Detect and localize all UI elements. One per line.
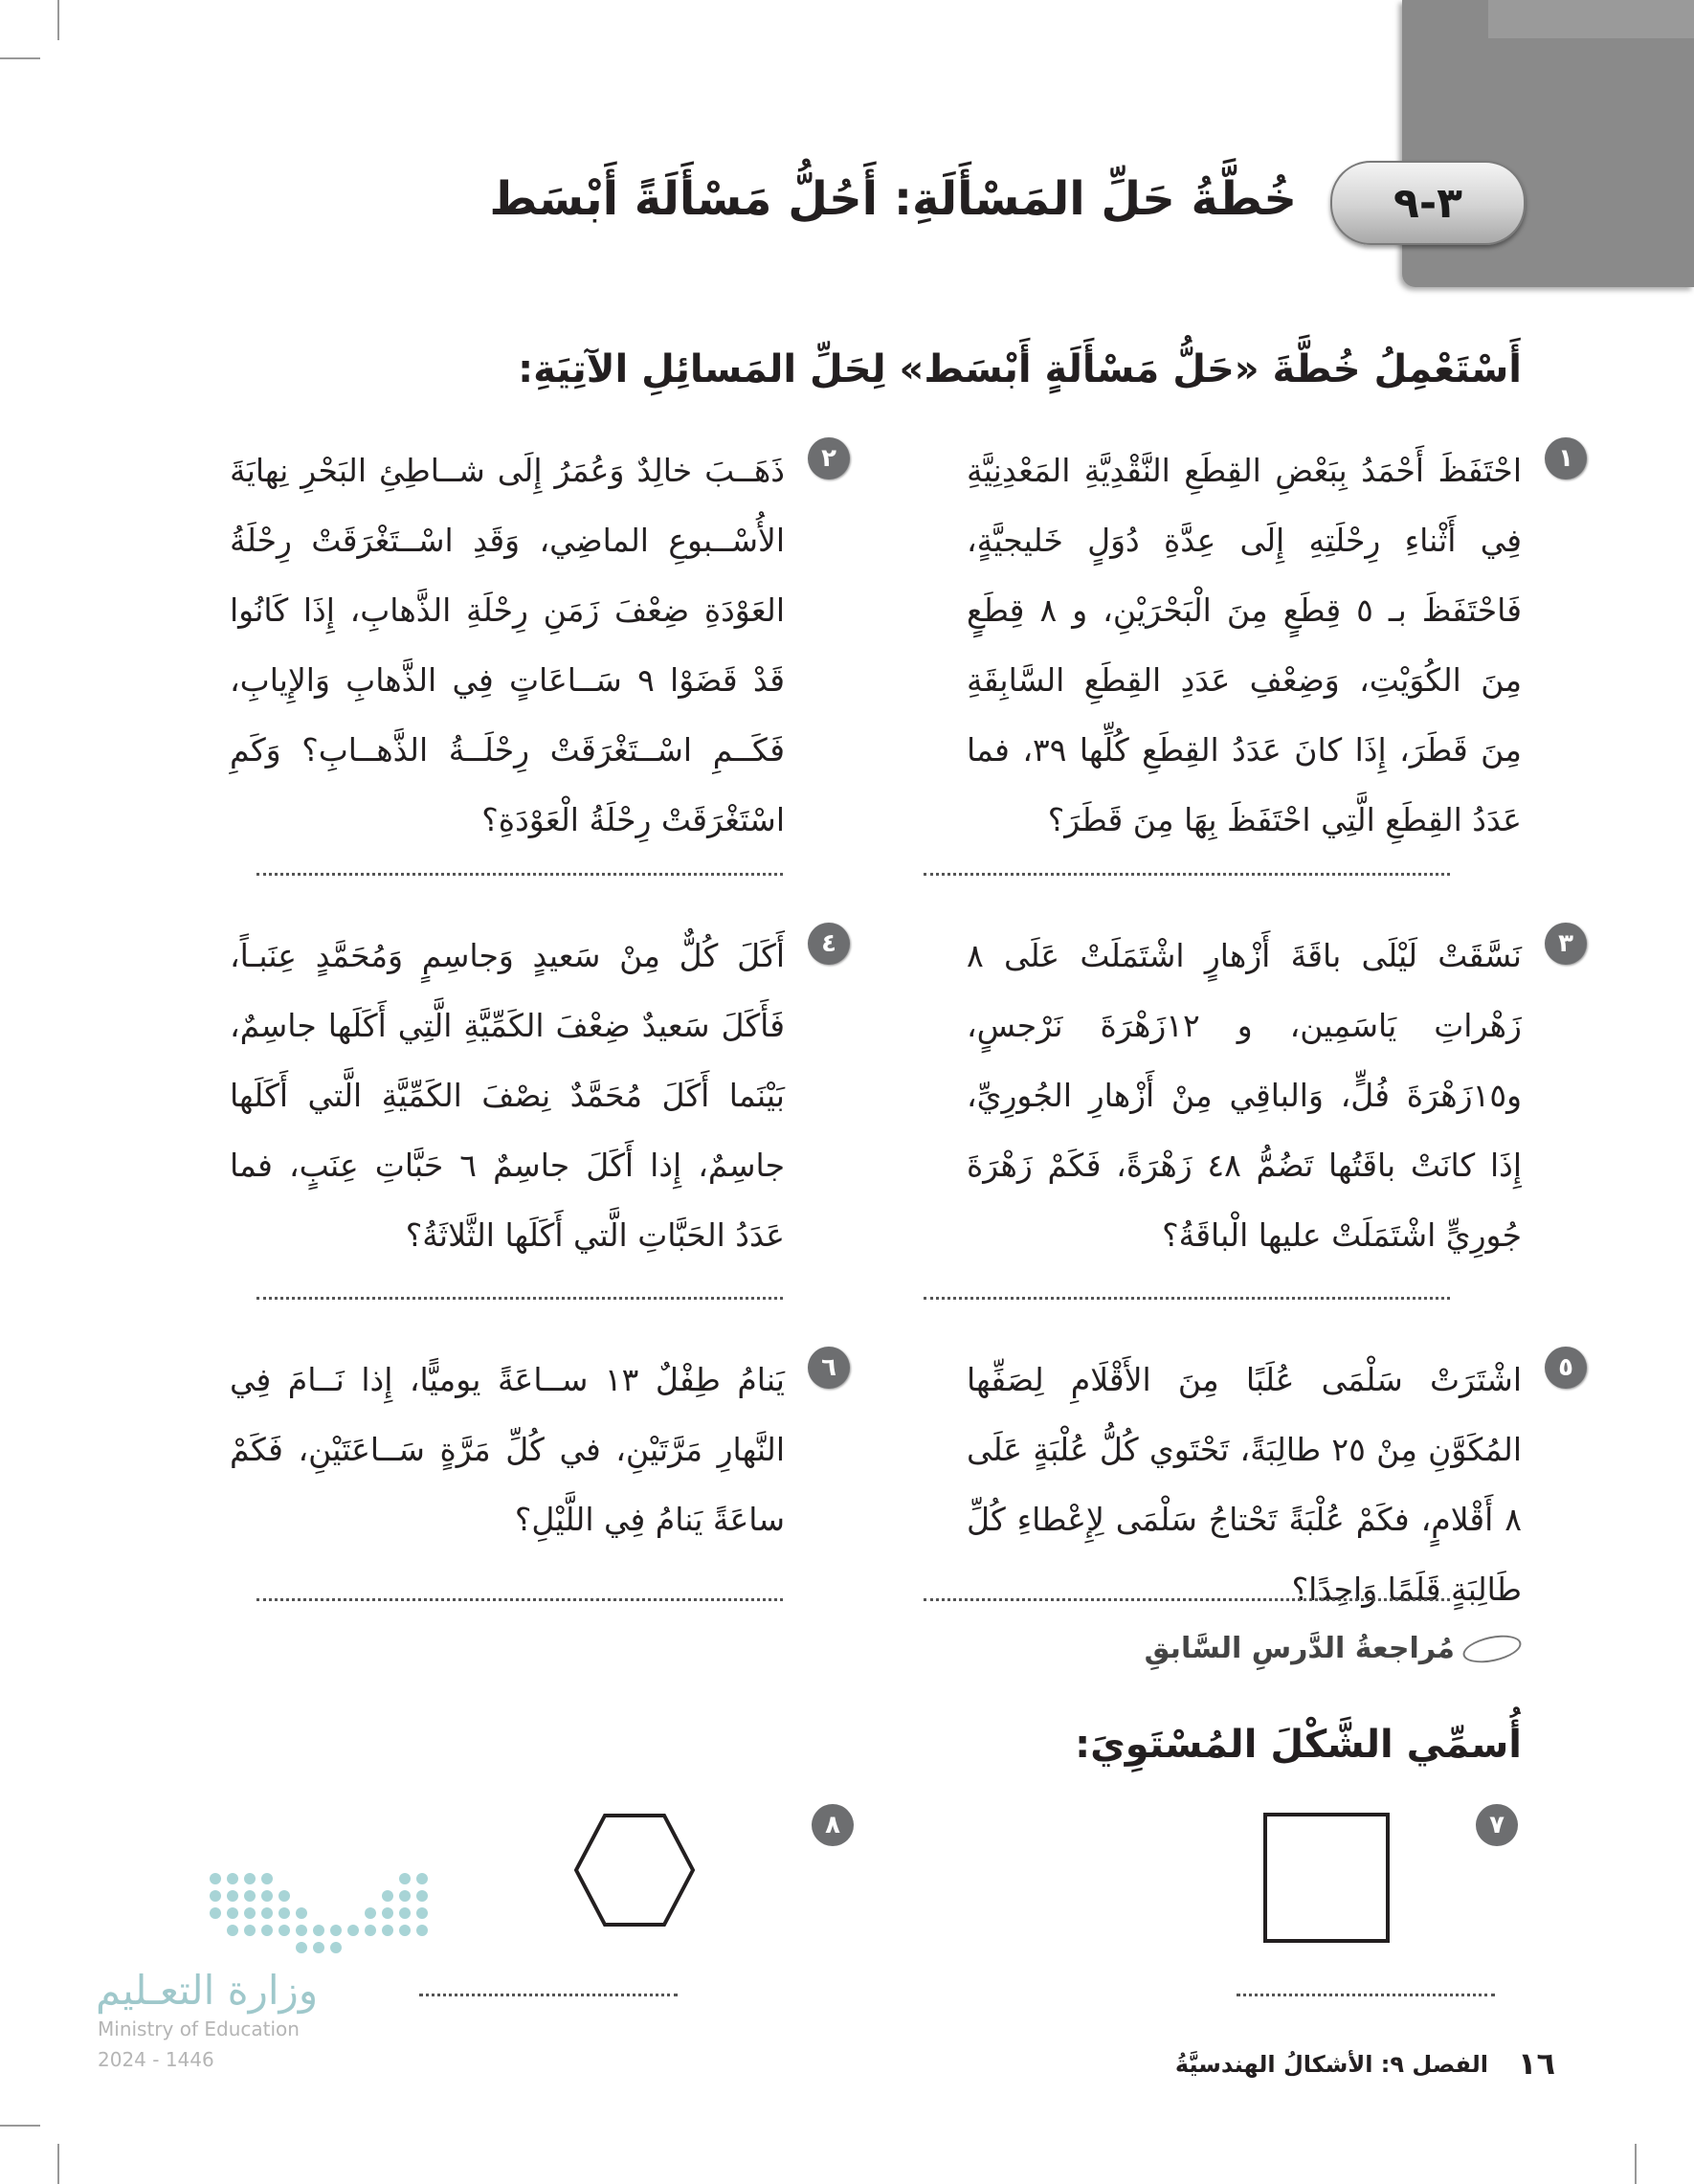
answer-line[interactable] [924,1598,1450,1601]
crop-mark [57,0,59,40]
chapter-label: الفصل ٩: الأشكالُ الهندسيَّةُ [1174,2051,1488,2078]
shape-question-heading: أُسمِّي الشَّكْلَ المُسْتَوِيَ: [1075,1723,1522,1767]
problem-6 [230,1345,836,1554]
crop-mark [0,57,40,59]
lesson-title: خُطَّةُ حَلِّ المَسْأَلَةِ: أَحُلُّ مَسْأَلَةً أَبْسَط [489,172,1297,226]
problem-number-badge: ١ [1545,437,1587,479]
problem-number-badge: ٦ [808,1347,850,1389]
ministry-name-arabic: وزارة التعـليم [96,1967,319,2014]
answer-line[interactable] [924,1297,1450,1300]
instruction-heading: أَسْتَعْمِلُ خُطَّةَ «حَلُّ مَسْأَلَةٍ أَبْسَط» لِحَلِّ المَسائِلِ الآتِيَةِ: [518,347,1522,391]
problem-2 [230,435,836,855]
answer-line[interactable] [1237,1994,1495,1996]
problem-text: اشْتَرَتْ سَلْمَى عُلَبًا مِنَ الأَقْلَامِ لِصَفِّها المُكَوَّنِ مِنْ ٢٥ طالِبَةً، تَحْتَوي كُلُّ عُلْبَةٍ عَلَى ٨ أَقْلامٍ، فكَمْ عُلْبَةً تَحْتاجُ سَلْمَى لِإِعْطاءِ كُلِّ طَالِبَةٍ قَلَمًا وَاحِدًا؟ [967,1361,1522,1608]
problem-text: ذَهَــبَ خالِدٌ وَعُمَرُ إِلَى شــاطِئِ البَحْرِ نِهايَةَ الأُسْــبوعِ الماضِي، وَقَدِ اسْــتَغْرَقَتْ رِحْلَةُ العَوْدَةِ ضِعْفَ زَمَنِ رِحْلَةِ الذَّهابِ، إِذَا كَانُوا قَدْ قَضَوْا ٩ سَــاعَاتٍ فِي الذَّهابِ وَالإِيابِ، فَكَــمِ اسْــتَغْرَقَتْ رِحْلَــةُ الذَّهــابِ؟ وَكَمِ اسْتَغْرَقَتْ رِحْلَةُ الْعَوْدَةِ؟ [230,452,785,838]
problem-text: احْتَفَظَ أَحْمَدُ بِبَعْضِ القِطَعِ النَّقْدِيَّةِ المَعْدِنِيَّةِ فِي أَثْناءِ رِحْلَتِهِ إِلَى عِدَّةِ دُوَلٍ خَليجيَّةٍ، فَاحْتَفَظَ بـ ٥ قِطَعٍ مِنَ الْبَحْرَيْنِ، و ٨ قِطَعٍ مِنَ الكُوَيْتِ، وَضِعْفِ عَدَدِ القِطَعِ السَّابِقَةِ مِنَ قَطَرَ، إِذَا كانَ عَدَدُ القِطَعِ كُلِّها ٣٩، فما عَدَدُ القِطَعِ الَّتِي احْتَفَظَ بِهَا مِنَ قَطَرَ؟ [967,452,1522,838]
answer-line[interactable] [256,1297,783,1300]
exercise-number-8: ٨ [812,1804,854,1846]
answer-line[interactable] [924,873,1450,876]
problem-number-badge: ٤ [808,923,850,965]
problem-text: نَسَّقَتْ لَيْلَى باقَةَ أَزْهارٍ اشْتَمَلَتْ عَلَى ٨ زَهْراتِ يَاسَمِين، و ١٢زَهْرَةَ نَرْجسٍ، و١٥زَهْرَةَ فُلٍّ، وَالباقِي مِنْ أَزْهارِ الجُورِيِّ، إِذَا كانَتْ باقَتُها تَضُمُّ ٤٨ زَهْرَةً، فَكَمْ زَهْرَةَ جُورِيٍّ اشْتَمَلَتْ عليها الْباقَةُ؟ [967,937,1522,1254]
hexagon-outline [576,1816,693,1925]
problem-1 [967,435,1573,855]
ministry-name-english: Ministry of Education [98,2017,300,2040]
chapter-tab-highlight [1488,0,1694,38]
problem-text: يَنامُ طِفْلٌ ١٣ ســاعَةً يوميًّا، إِذا نَــامَ فِي النَّهارِ مَرَّتَيْنِ، في كُلِّ مَرَّةٍ سَــاعَتَيْنِ، فَكَمْ ساعَةً يَنامُ فِي اللَّيْلِ؟ [230,1361,785,1538]
square-shape [1261,1811,1395,1945]
problem-number-badge: ٥ [1545,1347,1587,1389]
answer-line[interactable] [256,873,783,876]
review-label [1145,1632,1522,1665]
problem-number-badge: ٢ [808,437,850,479]
page-number: ١٦ [1517,2045,1555,2082]
crop-mark [1635,2144,1637,2184]
answer-line[interactable] [419,1994,678,1996]
square-outline [1265,1815,1388,1941]
problem-4 [230,921,836,1270]
problem-5 [967,1345,1573,1624]
problem-number-badge: ٣ [1545,923,1587,965]
edition-year: 2024 - 1446 [98,2048,214,2071]
exercise-number-7: ٧ [1476,1804,1518,1846]
problem-3 [967,921,1573,1270]
lesson-number-badge: ٣-٩ [1330,161,1526,245]
answer-line[interactable] [256,1598,783,1601]
crop-mark [0,2125,40,2127]
crop-mark [57,2144,59,2184]
problem-text: أَكَلَ كُلٌّ مِنْ سَعيدٍ وَجاسِمٍ وَمُحَمَّدٍ عِنَبـاً، فَأَكَلَ سَعيدٌ ضِعْفَ الكَمِّيَّةِ الَّتِي أَكَلَها جاسِمٌ، بَيْنَما أَكَلَ مُحَمَّدٌ نِصْفَ الكَمِّيَّةِ الَّتي أَكَلَها جاسِمٌ، إِذا أَكَلَ جاسِمٌ ٦ حَبَّاتِ عِنَبٍ، فما عَدَدُ الحَبَّاتِ الَّتي أَكَلَها الثَّلاثَةُ؟ [230,937,785,1254]
review-icon [1460,1630,1524,1666]
hexagon-shape [572,1812,697,1928]
review-label-text: مُراجعةُ الدَّرسِ السَّابقِ [1144,1632,1455,1665]
